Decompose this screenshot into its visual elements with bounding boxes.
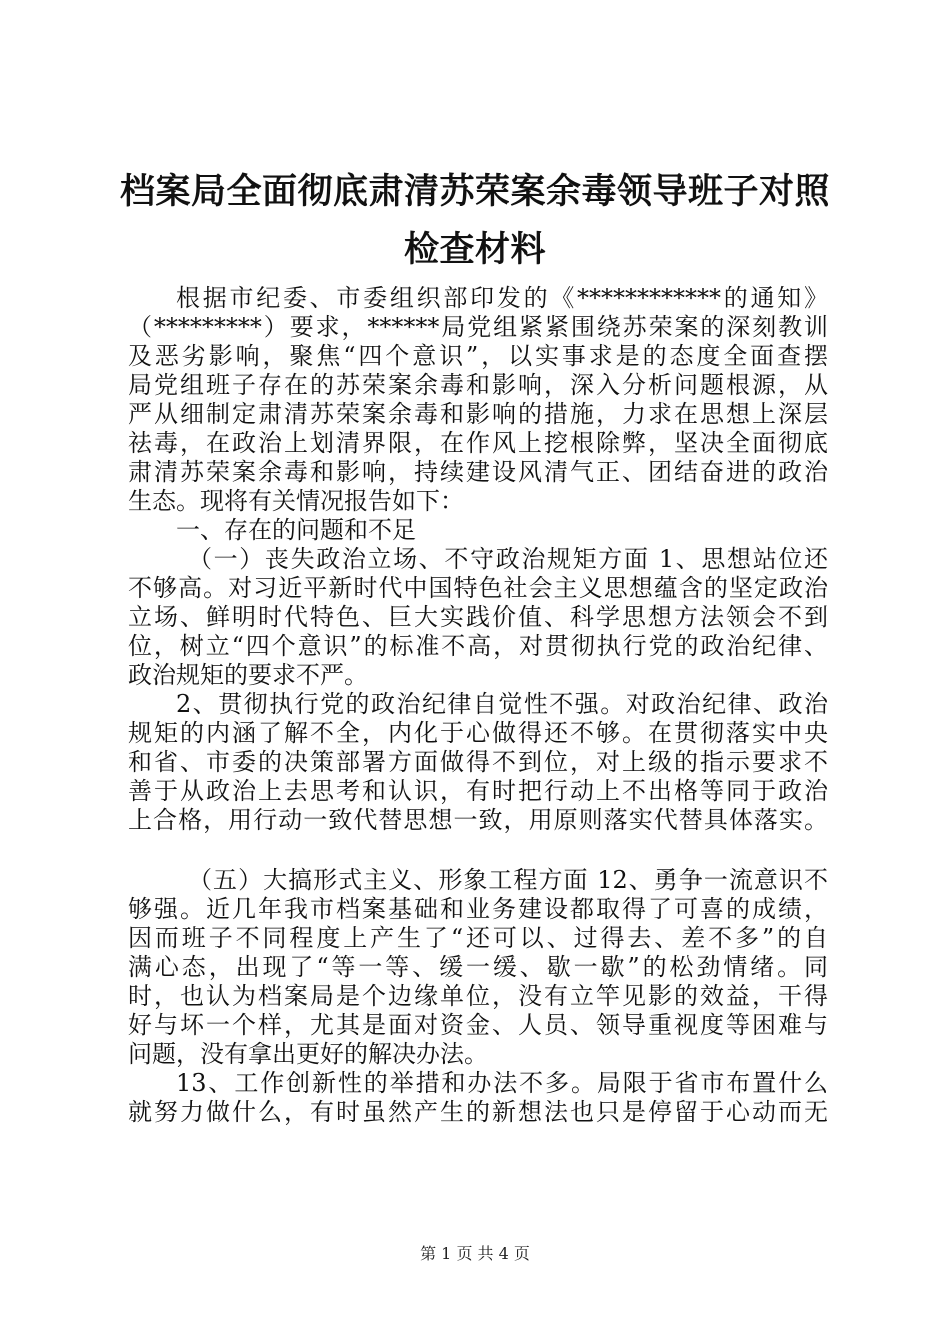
body-line: （*********）要求，******局党组紧紧围绕苏荣案的深刻教训: [128, 313, 828, 341]
body-line: 时，也认为档案局是个边缘单位，没有立竿见影的效益，干得: [128, 982, 828, 1010]
body-line: 严从细制定肃清苏荣案余毒和影响的措施，力求在思想上深层: [128, 400, 828, 428]
body-line: 满心态，出现了“等一等、缓一缓、歇一歇”的松劲情绪。同: [128, 953, 828, 981]
body-line: 问题，没有拿出更好的解决办法。: [128, 1040, 488, 1068]
body-line: 规矩的内涵了解不全，内化于心做得还不够。在贯彻落实中央: [128, 719, 828, 747]
body-line: （一）丧失政治立场、不守政治规矩方面 1、思想站位还: [188, 545, 828, 573]
document-title-line-1: 档案局全面彻底肃清苏荣案余毒领导班子对照: [119, 172, 830, 212]
body-line: 善于从政治上去思考和认识，有时把行动上不出格等同于政治: [128, 777, 828, 805]
body-line: 生态。现将有关情况报告如下：: [128, 487, 464, 515]
body-line: 不够高。对习近平新时代中国特色社会主义思想蕴含的坚定政治: [128, 574, 828, 602]
body-line: 2、贯彻执行党的政治纪律自觉性不强。对政治纪律、政治: [176, 690, 828, 718]
body-line: 根据市纪委、市委组织部印发的《************的通知》: [176, 284, 828, 312]
body-line: 就努力做什么，有时虽然产生的新想法也只是停留于心动而无: [128, 1098, 828, 1126]
section-heading: 一、存在的问题和不足: [176, 516, 416, 544]
body-line: 肃清苏荣案余毒和影响，持续建设风清气正、团结奋进的政治: [128, 458, 828, 486]
body-line: 政治规矩的要求不严。: [128, 661, 368, 689]
body-line: 够强。近几年我市档案基础和业务建设都取得了可喜的成绩，: [128, 895, 828, 923]
body-line: 13、工作创新性的举措和办法不多。局限于省市布置什么: [176, 1069, 828, 1097]
body-line: 局党组班子存在的苏荣案余毒和影响，深入分析问题根源，从: [128, 371, 828, 399]
body-line: 上合格，用行动一致代替思想一致，用原则落实代替具体落实。: [128, 806, 828, 834]
page-footer: 第 1 页 共 4 页: [420, 1244, 530, 1263]
body-line: 因而班子不同程度上产生了“还可以、过得去、差不多”的自: [128, 924, 828, 952]
body-line: 立场、鲜明时代特色、巨大实践价值、科学思想方法领会不到: [128, 603, 828, 631]
body-line: 祛毒，在政治上划清界限，在作风上挖根除弊，坚决全面彻底: [128, 429, 828, 457]
body-line: 位，树立“四个意识”的标准不高，对贯彻执行党的政治纪律、: [128, 632, 828, 660]
document-title-line-2: 检查材料: [403, 230, 546, 270]
body-line: 好与坏一个样，尤其是面对资金、人员、领导重视度等困难与: [128, 1011, 828, 1039]
body-line: （五）大搞形式主义、形象工程方面 12、勇争一流意识不: [188, 866, 828, 894]
body-line: 和省、市委的决策部署方面做得不到位，对上级的指示要求不: [128, 748, 828, 776]
body-line: 及恶劣影响，聚焦“四个意识”，以实事求是的态度全面查摆: [128, 342, 828, 370]
